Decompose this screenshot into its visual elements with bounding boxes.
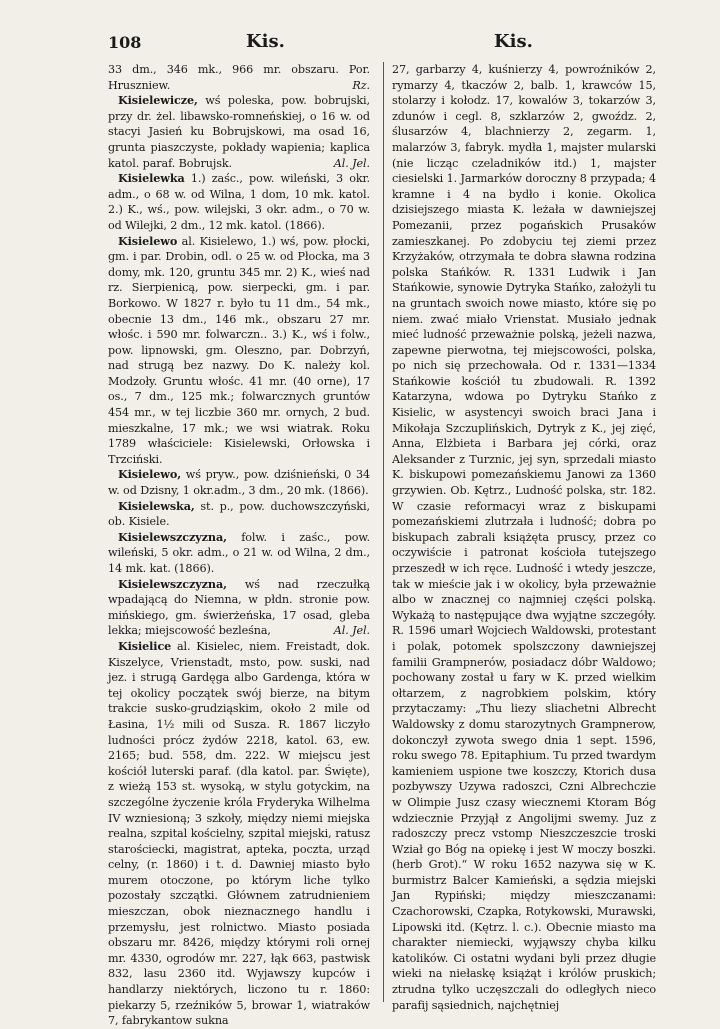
left-column	[108, 62, 370, 1028]
entry-text: wś poleska, pow. bobrujski, przy dr. żel. libawsko-romneńskiej, o 16 w. od stacyi Jasień ku Bobrujskowi, ma osad 16, grunta piaszczyste, pokłady wapienia; kaplica katol. paraf. Bobrujsk.	[108, 94, 370, 170]
page-number: 108	[108, 33, 142, 52]
page-header	[0, 0, 720, 60]
entry-text: 33 dm., 346 mk., 966 mr. obszaru. Por. Hruszniew.	[108, 63, 370, 92]
entry-text: 27, garbarzy 4, kuśnierzy 4, powroźników 2, rymarzy 4, tkaczów 2, balb. 1, krawców 15, stolarzy i kołodz. 17, kowalów 3, tokarzów 3, zdunów i cegl. 8, szklarzów 2, gwoźdz. 2, ślusarzów 4, blachnierzy 2, zegarm. 1, malarzów 3, fabryk. mydła 1, majster mularski (nie licząc czeladników itd.) 1, majster ciesielski 1. Jarmarków doroczny 8 przypada; 4 kramne i 4 na bydło i konie. Okolica dzisiejszego miasta K. leżała w dawniejszej Pomezanii, przez pogańskich Prusaków zamieszkanej. Po zdobyciu tej ziemi przez Krzyżaków, otrzymała te dobra sławna rodzina polska Stańków. R. 1331 Ludwik i Jan Stańkowie, synowie Dytryka Stańko, założyli tu na gruntach swoich nowe miasto, które się po niem. zwać miało Vrienstat. Musiało jednak mieć ludność przeważnie polską, jeżeli nazwa, zapewne pierwotna, tej miejscowości, polska, po nich się przechowała. Od r. 1331—1334 Stańkowie kościół tu zbudowali. R. 1392 Katarzyna, wdowa po Dytryku Stańko z Kisielic, w asystencyi swoich braci Jana i Mikołaja Szczuplińskich, Dytryk z K., jej zięć, Anna, Elżbieta i Barbara jej córki, oraz Aleksander z Turznic, jej syn, sprzedali miasto K. biskupowi pomezańskiemu Janowi za 1360 grzywien. Ob. Kętrz., Ludność polska, str. 182. W czasie reformacyi wraz z biskupami pomezańskiemi zlutrzała i ludność; dobra po biskupach zabrali książęta pruscy, przez co oczywiście i patronat kościoła tutejszego przeszedł w ich ręce. Ludność i wtedy jeszcze, tak w mieście jak i w okolicy, była przeważnie albo w znacznej co najmniej części polską. Wykażą to następujące dwa wyjątne szczegóły. R. 1596 umarł Wojciech Waldowski, protestant i polak, potomek spolszczony dawniejszej familii Grampnerów, posiadacz dóbr Waldowo; pochowany został u fary w K. przed wielkim ołtarzem, z nagrobkiem polskim, który przytaczamy: „Thu liezy sliachetni Albrecht Waldowsky z domu starozytnych Grampnerow, dokonczył zywota swego dnia 1 sept. 1596, roku swego 78. Epitaphium. Tu przed twardym kamieniem uspione twe koszczy, Ktorich dusa pozbywszy Uzywa radoszci, Czni Albrechczie w Olimpie Jusz czasy wiecznemi Ktoram Bóg wdziecznie Przyjął z Angolijmi swemy. Juz z radoszczy precz vstomp Nieszczeszcie troski Wział go Bóg na opiekę i jest W moczy boszki. (herb Grot).“ W roku 1652 nazywa się w K. burmistrz Balcer Kamieński, a sędzia miejski Jan Rypiński; między mieszczanami: Czachorowski, Czapka, Rotykowski, Murawski, Lipowski itd. (Kętrz. l. c.). Obecnie miasto ma charakter niemiecki, wyjąwszy chyba kilku katolików. Ci ostatni wydani byli przez długie wieki na niełaskę książąt i królów pruskich; ztrudna tylko uczęszczali do odległych nieco parafij sąsiednich, najchętniej	[392, 63, 656, 1012]
running-head-right: Kis.	[494, 31, 533, 52]
dictionary-entry	[108, 499, 370, 530]
column-divider	[383, 62, 384, 1002]
author-signature: Al. Jel.	[333, 156, 370, 170]
author-signature: Rz.	[352, 78, 370, 92]
entry-headword: Kisielewicze,	[118, 93, 198, 108]
entry-text: folw. i zaśc., pow. wileński, 5 okr. adm., o 21 w. od Wilna, 2 dm., 14 mk. kat. (1866).	[108, 530, 370, 575]
dictionary-entry	[108, 171, 370, 233]
entry-headword: Kisielewszczyzna,	[118, 576, 227, 591]
entry-text: st. p., pow. duchowszczyński, ob. Kisiele.	[108, 499, 370, 529]
entry-headword: Kisielewo,	[118, 467, 181, 482]
entry-headword: Kisielewska,	[118, 498, 195, 513]
entry-headword: Kisielewka	[118, 171, 185, 186]
entry-text: wś pryw., pow. dziśnieński, 0 34 w. od Dzisny, 1 okr.adm., 3 dm., 20 mk. (1866).	[108, 468, 370, 498]
dictionary-entry	[108, 639, 370, 1029]
continued-text	[392, 62, 656, 1013]
entry-text: 1.) zaśc., pow. wileński, 3 okr. adm., o 68 w. od Wilna, 1 dom, 10 mk. katol. 2.) K., wś., pow. wilejski, 3 okr. adm., o 70 w. od Wilejki, 2 dm., 12 mk. katol. (1866).	[108, 172, 370, 232]
entry-text: al. Kisielec, niem. Freistadt, dok. Kiszelyce, Vrienstadt, msto, pow. suski, nad jez. i strugą Gardęga albo Gardenga, która w tej okolicy początek swój bierze, na bitym trakcie susko-grudziąskim, około 2 mile od Łasina, 1½ mili od Susza. R. 1867 liczyło ludności prócz żydów 2218, katol. 63, ew. 2165; bud. 558, dm. 222. W miejscu jest kościół luterski paraf. (dla katol. par. Święte), z wieżą 153 st. wysoką, w stylu gotyckim, na szczególne życzenie króla Fryderyka Wilhelma IV wzniesioną; 3 szkoły, między niemi miejska realna, szpital kościelny, szpital miejski, ratusz starościecki, magistrat, apteka, poczta, urząd celny, (r. 1860) i t. d. Dawniej miasto było murem otoczone, po którym liche tylko pozostały szczątki. Głównem zatrudnieniem mieszczan, obok nieznacznego handlu i przemysłu, jest rolnictwo. Miasto posiada obszaru mr. 8426, między którymi roli ornej mr. 4330, ogrodów mr. 227, łąk 663, pastwisk 832, lasu 2360 itd. Wyjawszy kupców i handlarzy niektórych, liczono tu r. 1860: piekarzy 5, rzeźników 5, browar 1, wiatraków 7, fabrykantow sukna	[108, 639, 370, 1028]
dictionary-entry	[108, 530, 370, 577]
dictionary-entry	[108, 234, 370, 468]
dictionary-entry	[108, 577, 370, 639]
entry-headword: Kisielewo	[118, 233, 178, 248]
dictionary-entry	[108, 93, 370, 171]
entry-text: wś nad rzeczułką wpadającą do Niemna, w płdn. stronie pow. mińskiego, gm. świerżeńska, 17 osad, gleba lekka; miejscowość bezleśna,	[108, 577, 370, 638]
continued-text	[108, 62, 370, 93]
author-signature: Al. Jel.	[333, 624, 370, 638]
entry-text: al. Kisielewo, 1.) wś, pow. płocki, gm. i par. Drobin, odl. o 25 w. od Płocka, ma 3 domy, mk. 120, gruntu 345 mr. 2) K., wieś nad rz. Sierpienicą, pow. sierpecki, gm. i par. Borkowo. W 1827 r. było tu 11 dm., 54 mk., obecnie 13 dm., 146 mk., obszaru 27 mr. włośc. i 590 mr. folwarczn.. 3.) K., wś i folw., pow. lipnowski, gm. Oleszno, par. Dobrzyń, nad strugą bez nazwy. Do K. należy kol. Modzoły. Gruntu włośc. 41 mr. (40 orne), 17 os., 7 dm., 125 mk.; folwarcznych gruntów 454 mr., w tej liczbie 360 mr. ornych, 2 bud. mieszkalne, 17 mk.; we wsi wiatrak. Roku 1789 właściciele: Kisielewski, Orłowska i Trzciński.	[108, 234, 370, 466]
dictionary-entry	[108, 467, 370, 498]
entry-headword: Kisielice	[118, 638, 172, 653]
entry-headword: Kisielewszczyzna,	[118, 529, 227, 544]
running-head-left: Kis.	[246, 31, 285, 52]
right-column	[392, 62, 656, 1012]
